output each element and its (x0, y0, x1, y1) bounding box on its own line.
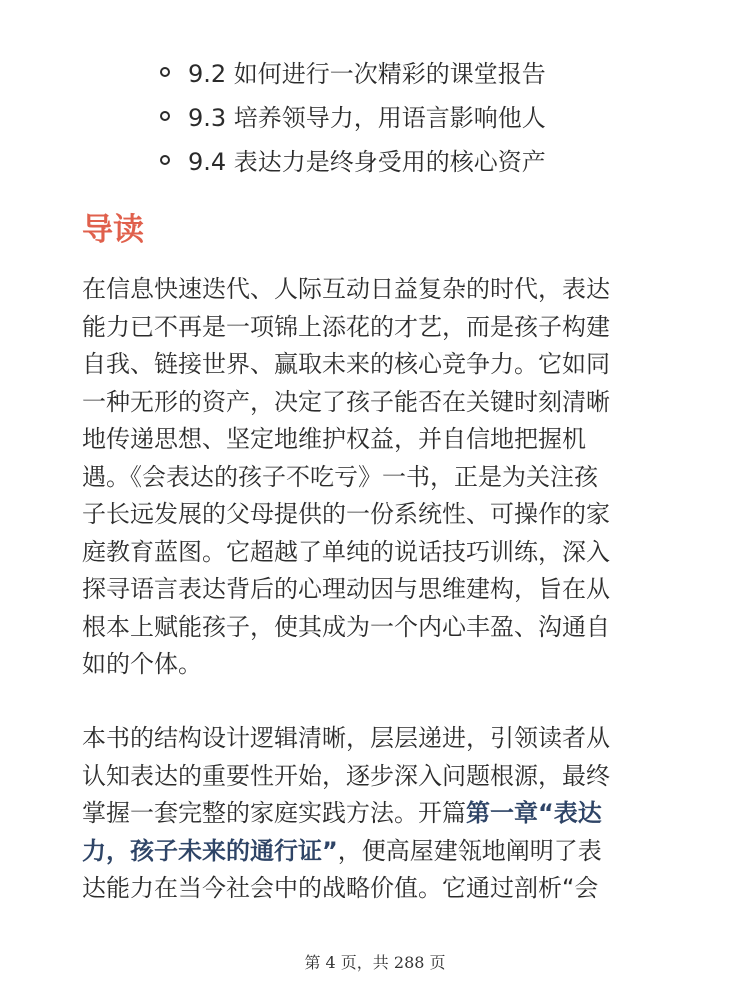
toc-item[interactable] (160, 96, 546, 140)
paragraph-line: 遇。《会表达的孩子不吃亏》一书，正是为关注孩 (82, 462, 598, 491)
chapter-title-emphasis: 第一章“表达 (466, 799, 602, 827)
page-number-footer: 第 4 页，共 288 页 (304, 953, 446, 972)
paragraph-line (82, 833, 672, 871)
paragraph-line: 庭教育蓝图。它超越了单纯的说话技巧训练，深入 (82, 537, 610, 566)
paragraph-line (82, 795, 672, 833)
circle-bullet-icon (160, 155, 170, 165)
paragraph-line: 达能力在当今社会中的战略价值。它通过剖析“会 (82, 874, 599, 902)
structure-paragraph (82, 720, 672, 908)
intro-paragraph (82, 271, 672, 684)
paragraph-line: 如的个体。 (82, 650, 202, 678)
chapter-title-emphasis: 力，孩子未来的通行证” (82, 836, 338, 865)
table-of-contents (160, 52, 546, 184)
toc-item-label: 9.2 如何进行一次精彩的课堂报告 (188, 60, 546, 88)
paragraph-line: 根本上赋能孩子，使其成为一个内心丰盈、沟通自 (82, 612, 610, 641)
paragraph-text: ，便高屋建瓴地阐明了表 (337, 836, 602, 865)
paragraph-line: 能力已不再是一项锦上添花的才艺，而是孩子构建 (82, 312, 610, 341)
section-heading: 导读 (82, 212, 144, 248)
circle-bullet-icon (160, 67, 170, 77)
paragraph-line: 子长远发展的父母提供的一份系统性、可操作的家 (82, 500, 610, 528)
paragraph-line: 探寻语言表达背后的心理动因与思维建构，旨在从 (82, 575, 610, 603)
toc-item-label: 9.4 表达力是终身受用的核心资产 (188, 148, 546, 176)
paragraph-line: 一种无形的资产，决定了孩子能否在关键时刻清晰 (82, 387, 610, 416)
toc-item[interactable] (160, 52, 546, 96)
paragraph-line: 自我、链接世界、赢取未来的核心竞争力。它如同 (82, 350, 610, 378)
toc-item[interactable] (160, 140, 546, 184)
paragraph-text: 掌握一套完整的家庭实践方法。开篇 (82, 799, 466, 827)
paragraph-line: 本书的结构设计逻辑清晰，层层递进，引领读者从 (82, 724, 610, 752)
paragraph-line: 认知表达的重要性开始，逐步深入问题根源，最终 (82, 761, 610, 790)
paragraph-line: 在信息快速迭代、人际互动日益复杂的时代，表达 (82, 275, 610, 303)
toc-item-label: 9.3 培养领导力，用语言影响他人 (188, 104, 546, 132)
circle-bullet-icon (160, 111, 170, 121)
paragraph-line: 地传递思想、坚定地维护权益，并自信地把握机 (82, 425, 586, 453)
